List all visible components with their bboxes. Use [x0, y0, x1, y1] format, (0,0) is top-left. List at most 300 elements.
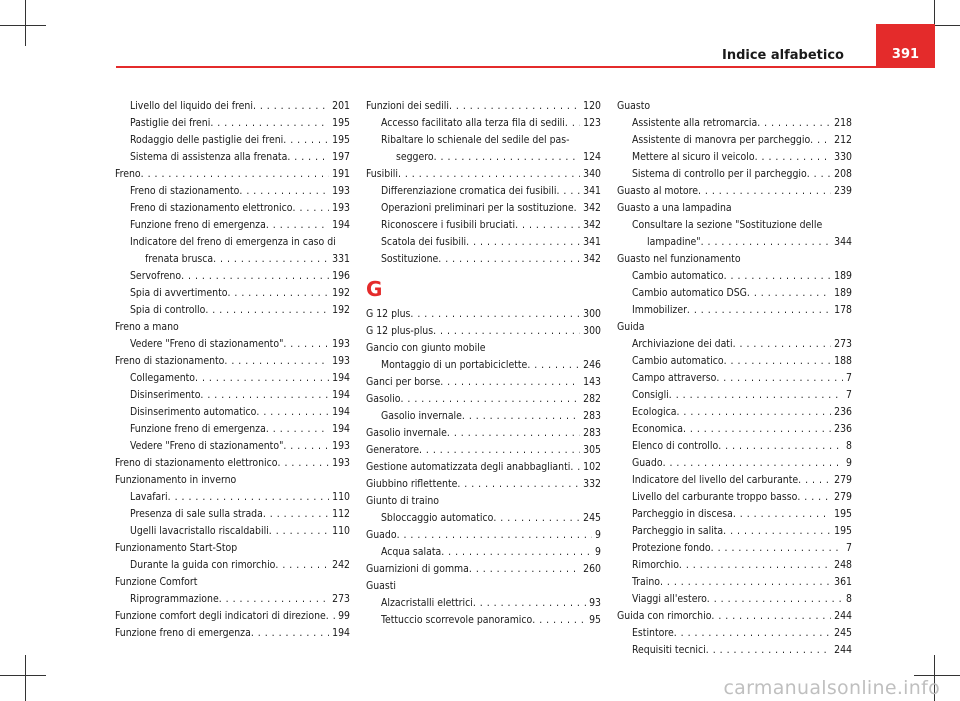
index-entry[interactable]: [617, 98, 852, 115]
index-entry-page: 188: [834, 355, 852, 367]
index-entry-page: 193: [332, 185, 350, 197]
index-entry[interactable]: [617, 353, 852, 370]
dot-leader: [438, 251, 580, 268]
index-entry[interactable]: [366, 251, 601, 268]
index-entry[interactable]: [115, 200, 350, 217]
dot-leader: [669, 387, 843, 404]
index-entry-page: 260: [583, 563, 601, 575]
index-entry-page: 189: [834, 270, 852, 282]
index-entry-page: 342: [583, 253, 601, 265]
dot-leader: [798, 472, 831, 489]
watermark: carmanualsonline.info: [723, 677, 940, 699]
index-entry-text: Gasolio: [366, 393, 401, 405]
index-entry-page: 300: [583, 308, 601, 320]
dot-leader: [757, 115, 831, 132]
index-entry-text: Indicatore del freno di emergenza in caso di: [130, 236, 336, 248]
dot-leader: [469, 561, 580, 578]
index-entry-text: Archiviazione dei dati: [632, 338, 733, 350]
index-entry[interactable]: [366, 442, 601, 459]
dot-leader: [698, 183, 831, 200]
index-entry[interactable]: [617, 574, 852, 591]
index-entry-text: Funzione comfort degli indicatori di direzione: [115, 610, 326, 622]
index-entry-page: 208: [834, 168, 852, 180]
dot-leader: [663, 455, 843, 472]
index-entry[interactable]: [366, 340, 601, 357]
dot-leader: [205, 302, 329, 319]
dot-leader: [462, 408, 580, 425]
page-number: 391: [876, 24, 935, 66]
index-entry[interactable]: [366, 578, 601, 595]
index-entry[interactable]: [115, 455, 350, 472]
index-entry-text: Mettere al sicuro il veicolo: [632, 151, 755, 163]
index-entry-page: 193: [332, 338, 350, 350]
dot-leader: [239, 183, 329, 200]
index-entry-text: Lavafari: [130, 491, 168, 503]
index-entry[interactable]: [115, 557, 350, 574]
index-entry-text: Funzionamento Start-Stop: [115, 542, 238, 554]
dot-leader: [716, 370, 843, 387]
index-entry-text: Sistema di controllo per il parcheggio: [632, 168, 807, 180]
dot-leader: [440, 374, 580, 391]
index-entry-text: Livello del carburante troppo basso: [632, 491, 798, 503]
index-entry-text: Guasti: [366, 580, 397, 592]
index-entry-page: 239: [834, 185, 852, 197]
index-entry-page: 9: [595, 529, 601, 541]
index-entry[interactable]: [115, 404, 350, 421]
index-entry-page: 341: [583, 185, 601, 197]
index-entry-text: Livello del liquido dei freni: [130, 100, 253, 112]
index-entry-text: Parcheggio in discesa: [632, 508, 733, 520]
dot-leader: [283, 336, 329, 353]
index-entry[interactable]: [115, 489, 350, 506]
index-entry[interactable]: [115, 438, 350, 455]
index-entry-page: 194: [332, 627, 350, 639]
index-entry[interactable]: [617, 472, 852, 489]
dot-leader: [706, 642, 831, 659]
index-entry[interactable]: [617, 557, 852, 574]
index-entry[interactable]: [617, 132, 852, 149]
index-entry[interactable]: [366, 98, 601, 115]
index-entry[interactable]: [366, 425, 601, 442]
index-entry[interactable]: [617, 523, 852, 540]
index-entry[interactable]: [115, 625, 350, 642]
dot-leader: [441, 544, 592, 561]
index-entry[interactable]: [115, 574, 350, 591]
index-entry-text: Economica: [632, 423, 683, 435]
index-entry-text: Operazioni preliminari per la sostituzione: [381, 202, 574, 214]
index-entry-page: 236: [834, 423, 852, 435]
index-entry-text: Consultare la sezione "Sostituzione delle: [632, 219, 823, 231]
dot-leader: [195, 370, 329, 387]
index-entry-page: 99: [338, 610, 350, 622]
index-entry[interactable]: [617, 489, 852, 506]
index-entry-page: 196: [332, 270, 350, 282]
index-entry[interactable]: [617, 506, 852, 523]
index-entry[interactable]: [115, 98, 350, 115]
index-entry[interactable]: [366, 306, 601, 323]
index-entry[interactable]: [366, 166, 601, 183]
index-entry-page: 300: [583, 325, 601, 337]
index-entry-text: Funzione freno di emergenza: [130, 423, 266, 435]
index-entry-text: Guasto a una lampadina: [617, 202, 732, 214]
index-entry-text: Guado: [366, 529, 397, 541]
index-entry[interactable]: [617, 336, 852, 353]
dot-leader: [493, 510, 580, 527]
index-entry-page: 9: [595, 546, 601, 558]
index-entry[interactable]: [366, 612, 601, 629]
index-entry-page: 195: [834, 508, 852, 520]
index-entry-text: Indicatore del livello del carburante: [632, 474, 799, 486]
dot-leader: [213, 251, 329, 268]
index-entry[interactable]: [617, 642, 852, 659]
index-entry-page: 9: [846, 457, 852, 469]
dot-leader: [457, 476, 580, 493]
index-entry-text: Viaggi all'estero: [632, 593, 707, 605]
index-entry-page: 8: [846, 593, 852, 605]
index-entry-page: 178: [834, 304, 852, 316]
index-entry-page: 279: [834, 474, 852, 486]
index-entry-text: Protezione fondo: [632, 542, 711, 554]
dot-leader: [256, 404, 329, 421]
dot-leader: [253, 98, 329, 115]
index-entry-page: 344: [834, 236, 852, 248]
crop-mark: [25, 655, 26, 701]
dot-leader: [434, 149, 581, 166]
index-entry[interactable]: [617, 438, 852, 455]
index-entry[interactable]: [115, 183, 350, 200]
index-entry-page: 341: [583, 236, 601, 248]
dot-leader: [141, 166, 330, 183]
index-entry-text: Vedere "Freno di stazionamento": [130, 440, 284, 452]
index-entry-text: Freno di stazionamento: [115, 355, 225, 367]
index-entry[interactable]: [366, 115, 601, 132]
index-entry[interactable]: [366, 476, 601, 493]
index-entry-page: 195: [332, 117, 350, 129]
index-entry-page: 193: [332, 457, 350, 469]
dot-leader: [807, 166, 831, 183]
index-entry[interactable]: [115, 421, 350, 438]
index-entry[interactable]: [115, 285, 350, 302]
dot-leader: [210, 115, 329, 132]
index-entry[interactable]: [617, 234, 852, 251]
dot-leader: [515, 217, 580, 234]
dot-leader: [724, 353, 832, 370]
index-entry-page: 245: [583, 512, 601, 524]
index-entry-text: Sistema di assistenza alla frenata: [130, 151, 288, 163]
dot-leader: [683, 421, 831, 438]
index-entry-text: Presenza di sale sulla strada: [130, 508, 263, 520]
index-entry-page: 193: [332, 440, 350, 452]
index-entry-page: 331: [332, 253, 350, 265]
index-entry-text: Traino: [632, 576, 660, 588]
index-entry-text: Consigli: [632, 389, 669, 401]
index-entry[interactable]: [115, 336, 350, 353]
dot-leader: [711, 608, 831, 625]
crop-mark: [0, 675, 46, 676]
dot-leader: [676, 404, 831, 421]
index-entry-text: Durante la guida con rimorchio: [130, 559, 276, 571]
index-entry-text: Guida con rimorchio: [617, 610, 712, 622]
index-entry-page: 93: [589, 597, 601, 609]
index-entry[interactable]: [617, 285, 852, 302]
index-entry-text: G 12 plus: [366, 308, 411, 320]
index-entry-page: 342: [583, 219, 601, 231]
index-entry[interactable]: [617, 370, 852, 387]
index-entry[interactable]: [617, 591, 852, 608]
index-entry-text: Pastiglie dei freni: [130, 117, 211, 129]
dot-leader: [556, 183, 580, 200]
dot-leader: [565, 115, 580, 132]
index-entry[interactable]: [366, 149, 601, 166]
index-entry-text: Spia di controllo: [130, 304, 206, 316]
index-entry[interactable]: [617, 625, 852, 642]
index-entry[interactable]: [366, 544, 601, 561]
index-entry-page: 236: [834, 406, 852, 418]
index-entry-page: 192: [332, 304, 350, 316]
index-entry-page: 201: [332, 100, 350, 112]
dot-leader: [326, 608, 335, 625]
dot-leader: [733, 506, 831, 523]
index-entry-page: 193: [332, 355, 350, 367]
index-entry-page: 195: [332, 134, 350, 146]
index-entry[interactable]: [366, 374, 601, 391]
index-entry-page: 95: [589, 614, 601, 626]
index-entry[interactable]: [366, 357, 601, 374]
index-entry[interactable]: [366, 234, 601, 251]
index-entry[interactable]: [617, 319, 852, 336]
index-entry-text: Gancio con giunto mobile: [366, 342, 486, 354]
index-entry[interactable]: [617, 608, 852, 625]
index-entry-text: Guasto al motore: [617, 185, 698, 197]
index-entry-text: Servofreno: [130, 270, 182, 282]
index-entry[interactable]: [617, 302, 852, 319]
index-entry-page: 194: [332, 372, 350, 384]
index-entry[interactable]: [115, 217, 350, 234]
index-entry[interactable]: [115, 149, 350, 166]
index-entry[interactable]: [366, 183, 601, 200]
index-entry-text: Funzionamento in inverno: [115, 474, 237, 486]
dot-leader: [283, 438, 329, 455]
index-entry-page: 7: [846, 389, 852, 401]
crop-mark: [0, 25, 46, 26]
index-entry[interactable]: [115, 268, 350, 285]
index-entry-text: Freno: [115, 168, 141, 180]
index-entry-page: 120: [583, 100, 601, 112]
index-entry[interactable]: [115, 591, 350, 608]
index-entry[interactable]: [617, 115, 852, 132]
index-entry[interactable]: [366, 595, 601, 612]
index-entry-text: Gasolio invernale: [366, 427, 447, 439]
index-entry-text: Cambio automatico DSG: [632, 287, 747, 299]
index-entry-text: Alzacristalli elettrici: [381, 597, 473, 609]
dot-leader: [293, 200, 330, 217]
index-entry-page: 195: [834, 525, 852, 537]
index-entry-text: Guasto nel funzionamento: [617, 253, 741, 265]
index-column-2: [366, 98, 601, 629]
index-entry[interactable]: [366, 408, 601, 425]
dot-leader: [397, 527, 592, 544]
index-entry-text: Assistente di manovra per parcheggio: [632, 134, 811, 146]
index-entry-text: Freno di stazionamento elettronico: [130, 202, 293, 214]
index-entry-text: Spia di avvertimento: [130, 287, 228, 299]
dot-leader: [266, 217, 329, 234]
index-entry-page: 192: [332, 287, 350, 299]
dot-leader: [747, 285, 831, 302]
index-entry-text: Freno di stazionamento: [130, 185, 240, 197]
index-entry-page: 143: [583, 376, 601, 388]
crop-mark: [914, 675, 960, 676]
index-entry[interactable]: [115, 540, 350, 557]
index-entry[interactable]: [366, 132, 601, 149]
index-entry[interactable]: [115, 523, 350, 540]
index-column-1: [115, 98, 350, 642]
index-entry[interactable]: [617, 421, 852, 438]
header-rule: [116, 66, 935, 68]
index-entry-text: Requisiti tecnici: [632, 644, 706, 656]
dot-leader: [674, 625, 831, 642]
index-entry[interactable]: [366, 561, 601, 578]
dot-leader: [527, 357, 580, 374]
index-entry[interactable]: [366, 200, 601, 217]
index-entry-text: lampadine": [647, 236, 701, 248]
index-entry[interactable]: [115, 370, 350, 387]
index-entry-page: 282: [583, 393, 601, 405]
index-entry[interactable]: [366, 527, 601, 544]
dot-leader: [687, 302, 831, 319]
index-entry-page: 124: [583, 151, 601, 163]
dot-leader: [219, 591, 329, 608]
index-entry-text: seggero: [396, 151, 434, 163]
index-entry-page: 342: [583, 202, 601, 214]
index-entry-page: 245: [834, 627, 852, 639]
index-entry[interactable]: [617, 166, 852, 183]
index-entry[interactable]: [115, 353, 350, 370]
index-entry[interactable]: [617, 455, 852, 472]
index-entry[interactable]: [115, 319, 350, 336]
index-entry-text: Funzione Comfort: [115, 576, 198, 588]
dot-leader: [224, 353, 329, 370]
index-entry-text: Cambio automatico: [632, 355, 724, 367]
dot-leader: [433, 323, 580, 340]
index-entry-page: 212: [834, 134, 852, 146]
index-entry[interactable]: [115, 251, 350, 268]
index-entry[interactable]: [115, 115, 350, 132]
index-entry-page: 330: [834, 151, 852, 163]
index-entry[interactable]: [366, 323, 601, 340]
index-entry[interactable]: [115, 472, 350, 489]
index-entry-page: 191: [332, 168, 350, 180]
index-entry-page: 246: [583, 359, 601, 371]
dot-leader: [275, 557, 329, 574]
index-entry-text: Giunto di traino: [366, 495, 440, 507]
index-entry-text: Ugelli lavacristallo riscaldabili: [130, 525, 269, 537]
index-entry[interactable]: [366, 391, 601, 408]
index-column-3: [617, 98, 852, 659]
index-entry-text: Giubbino riflettente: [366, 478, 458, 490]
dot-leader: [181, 268, 329, 285]
index-entry[interactable]: [366, 510, 601, 527]
index-entry-page: 102: [583, 461, 601, 473]
index-entry[interactable]: [617, 149, 852, 166]
dot-leader: [227, 285, 329, 302]
index-entry[interactable]: [115, 234, 350, 251]
index-entry-text: Collegamento: [130, 372, 196, 384]
index-entry-text: Accesso facilitato alla terza fila di sedili: [381, 117, 565, 129]
dot-leader: [733, 336, 832, 353]
index-entry-page: 273: [834, 338, 852, 350]
index-entry-text: Riconoscere i fusibili bruciati: [381, 219, 516, 231]
index-entry[interactable]: [617, 404, 852, 421]
dot-leader: [679, 557, 831, 574]
index-entry[interactable]: [366, 459, 601, 476]
index-entry[interactable]: [115, 132, 350, 149]
index-entry-text: Montaggio di un portabiciclette: [381, 359, 528, 371]
crop-mark: [25, 0, 26, 46]
dot-leader: [251, 625, 329, 642]
index-entry-text: Guarnizioni di gomma: [366, 563, 469, 575]
index-entry-text: Sostituzione: [381, 253, 439, 265]
index-entry[interactable]: [115, 387, 350, 404]
index-entry[interactable]: [617, 387, 852, 404]
index-entry-text: Funzione freno di emergenza: [115, 627, 251, 639]
index-entry-text: Rimorchio: [632, 559, 679, 571]
index-entry-text: Fusibili: [366, 168, 398, 180]
index-entry[interactable]: [617, 268, 852, 285]
index-entry[interactable]: [617, 200, 852, 217]
index-entry-text: Gestione automatizzata degli anabbaglianti: [366, 461, 571, 473]
index-entry-text: Guida: [617, 321, 645, 333]
index-entry-text: Ribaltare lo schienale del sedile del pas-: [381, 134, 570, 146]
index-entry-text: Immobilizer: [632, 304, 687, 316]
dot-leader: [263, 506, 329, 523]
index-entry-text: Generatore: [366, 444, 419, 456]
index-entry-page: 242: [332, 559, 350, 571]
dot-leader: [724, 268, 832, 285]
page-title: Indice alfabetico: [722, 48, 844, 63]
section-letter: G: [366, 277, 383, 301]
index-entry[interactable]: [617, 183, 852, 200]
dot-leader: [287, 149, 329, 166]
index-entry-text: Guasto: [617, 100, 651, 112]
index-entry[interactable]: [115, 506, 350, 523]
index-entry-text: Funzioni dei sedili: [366, 100, 449, 112]
index-entry-page: 305: [583, 444, 601, 456]
index-entry-text: Ganci per borse: [366, 376, 441, 388]
dot-leader: [718, 438, 843, 455]
index-entry[interactable]: [115, 302, 350, 319]
dot-leader: [200, 387, 329, 404]
dot-leader: [570, 459, 580, 476]
index-entry-page: 194: [332, 389, 350, 401]
index-entry-text: Assistente alla retromarcia: [632, 117, 758, 129]
index-entry[interactable]: [115, 608, 350, 625]
index-entry-text: Estintore: [632, 627, 674, 639]
dot-leader: [810, 132, 831, 149]
index-entry[interactable]: [115, 166, 350, 183]
dot-leader: [473, 595, 586, 612]
index-entry-page: 193: [332, 202, 350, 214]
dot-leader: [168, 489, 330, 506]
dot-leader: [701, 234, 832, 251]
index-entry[interactable]: [617, 251, 852, 268]
dot-leader: [278, 455, 330, 472]
index-entry[interactable]: [366, 493, 601, 510]
dot-leader: [398, 166, 580, 183]
index-entry[interactable]: [617, 217, 852, 234]
index-entry[interactable]: [617, 540, 852, 557]
index-entry[interactable]: [366, 217, 601, 234]
index-entry-page: 332: [583, 478, 601, 490]
